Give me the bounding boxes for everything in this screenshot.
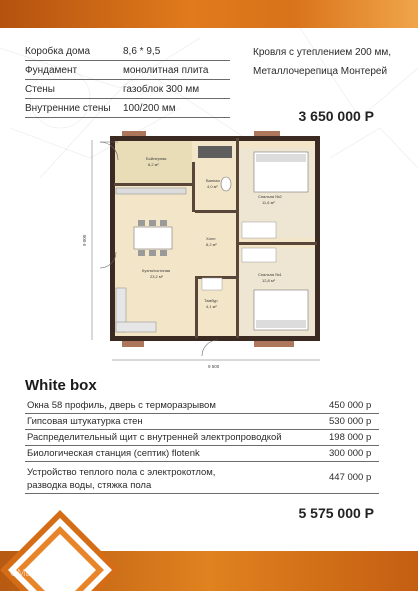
floor-plan: [78, 126, 338, 376]
spec-value: монолитная плита: [123, 65, 209, 76]
room-bedroom1-name: Спальня №1: [258, 272, 282, 277]
room-hall-name: Холл: [206, 236, 216, 241]
white-box-table: [25, 398, 379, 494]
item-description: Биологическая станция (септик) flotenk: [27, 448, 200, 459]
room-boiler-name: Бойлерная: [146, 156, 167, 161]
item-description: Гипсовая штукатурка стен: [27, 416, 143, 427]
spec-label: Коробка дома: [25, 46, 91, 57]
dining-table: [134, 220, 172, 256]
spec-label: Фундамент: [25, 65, 78, 76]
spec-row: [25, 61, 230, 80]
table-row: [25, 462, 379, 494]
total-price: 5 575 000 Р: [298, 505, 374, 521]
room-hall-area: 8,2 м²: [206, 242, 217, 247]
table-row: [25, 430, 379, 446]
table-row: [25, 446, 379, 462]
room-bedroom2-name: Спальня №2: [258, 194, 282, 199]
room-tambour-name: Тамбур: [204, 298, 218, 303]
room-bath-area: 4,0 м²: [207, 184, 218, 189]
dim-width: 9 500: [208, 364, 220, 369]
spec-row: [25, 99, 230, 118]
item-description: Окна 58 профиль, дверь с терморазрывом: [27, 400, 216, 411]
spec-table: [25, 42, 230, 118]
item-price: 447 000 р: [329, 472, 372, 483]
item-description-line-2: разводка воды, стяжка пола: [27, 480, 152, 491]
roof-line-1: Кровля с утеплением 200 мм,: [253, 47, 391, 58]
spec-row: [25, 80, 230, 99]
item-description: Распределительный щит с внутренней электропроводкой: [27, 432, 282, 443]
roof-line-2: Металлочерепица Монтерей: [253, 66, 388, 77]
table-row: [25, 398, 379, 414]
item-price: 450 000 р: [329, 400, 372, 411]
spec-label: Стены: [25, 84, 55, 95]
bed-1: [254, 290, 308, 330]
roof-info: [253, 43, 403, 81]
item-price: 198 000 р: [329, 432, 372, 443]
room-kitchen-name: Кухня/гостиная: [142, 268, 171, 273]
item-price: 300 000 р: [329, 448, 372, 459]
room-kitchen-area: 23,2 м²: [150, 274, 163, 279]
item-description-line-1: Устройство теплого пола с электрокотлом,: [27, 467, 216, 478]
room-tambour-area: 4,1 м²: [206, 304, 217, 309]
room-bath-name: Ванная: [206, 178, 220, 183]
room-boiler-area: 6,2 м²: [148, 162, 159, 167]
spec-value: 100/200 мм: [123, 103, 176, 114]
table-row: [25, 414, 379, 430]
kitchen-counter: [116, 188, 186, 194]
dim-height: 9 000: [82, 234, 87, 246]
bathtub: [198, 146, 232, 158]
watermark-logo: CMLegion: [10, 568, 56, 579]
bed-2: [254, 152, 308, 192]
room-bedroom1-area: 12,8 м²: [262, 278, 275, 283]
spec-value: газоблок 300 мм: [123, 84, 200, 95]
base-price: 3 650 000 Р: [298, 108, 374, 124]
item-description: [27, 466, 215, 492]
top-orange-band: [0, 0, 418, 28]
toilet: [221, 177, 231, 191]
item-price: 530 000 р: [329, 416, 372, 427]
spec-row: [25, 42, 230, 61]
spec-value: 8,6 * 9,5: [123, 46, 161, 57]
spec-label: Внутренние стены: [25, 103, 111, 114]
room-bedroom2-area: 11,6 м²: [262, 200, 275, 205]
white-box-title: White box: [25, 377, 97, 394]
